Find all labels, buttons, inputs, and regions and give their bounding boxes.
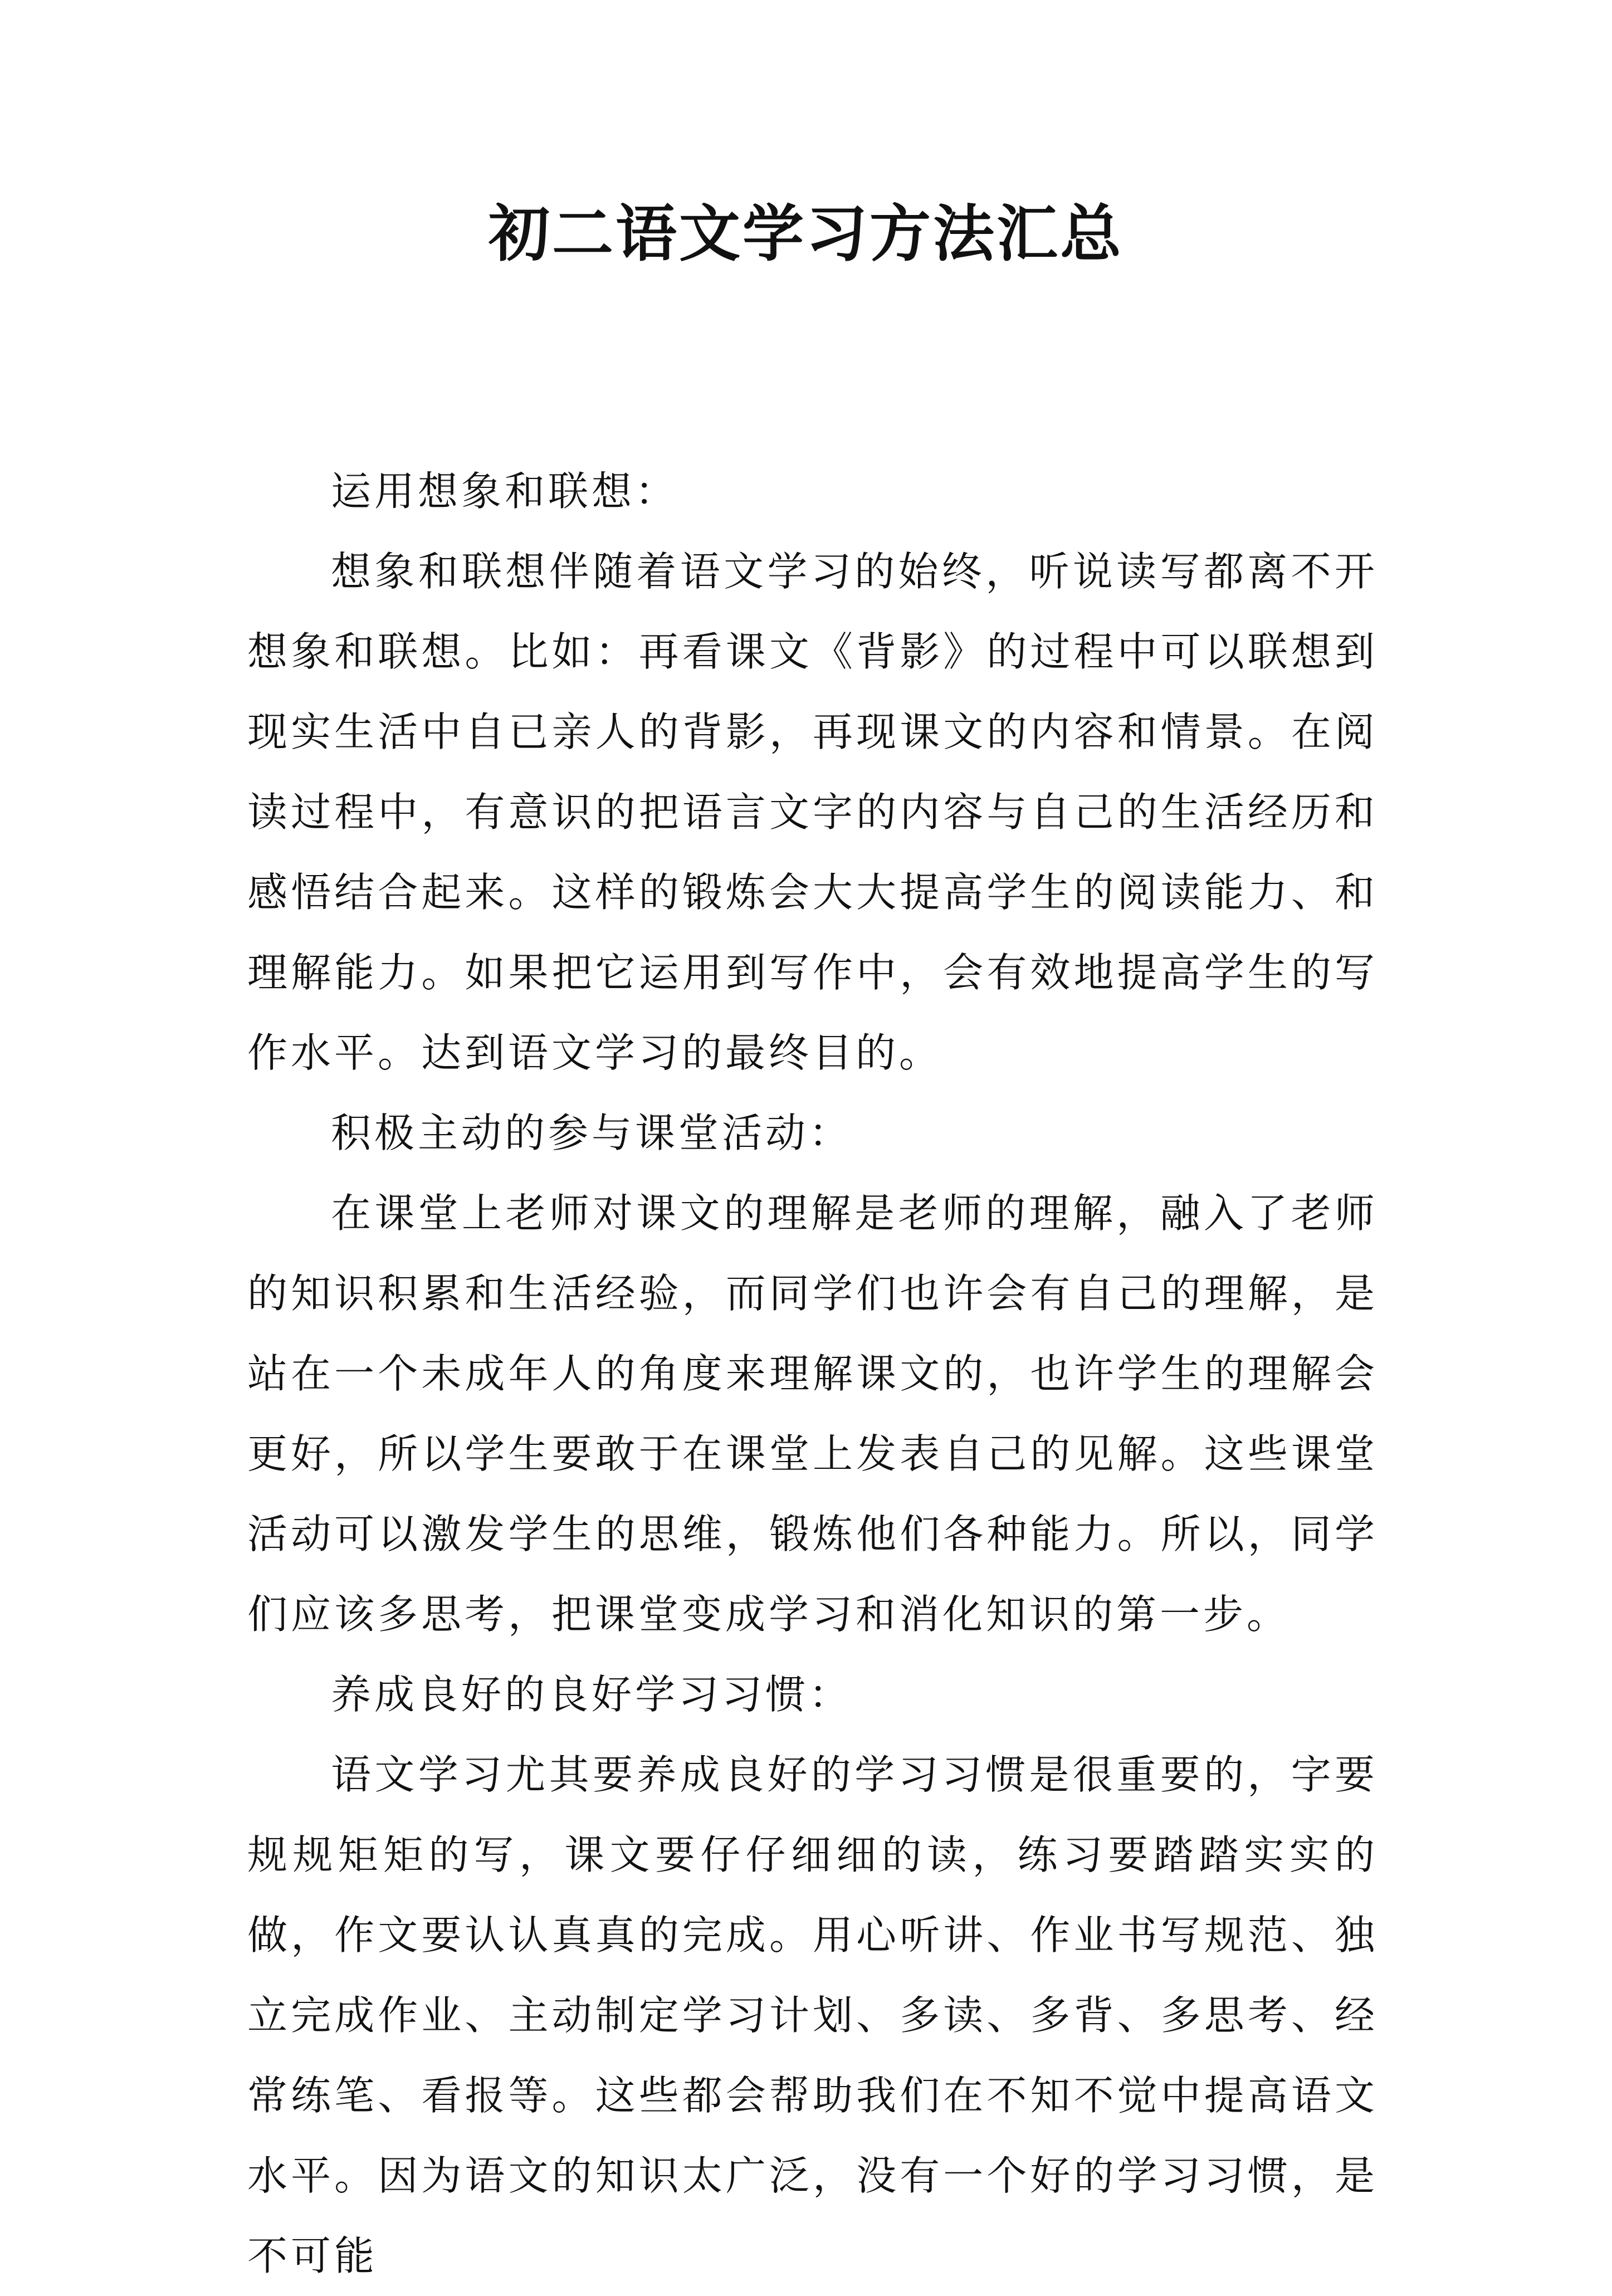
paragraph-study-habits: 语文学习尤其要养成良好的学习习惯是很重要的，字要规规矩矩的写，课文要仔仔细细的读，练习要踏踏实实的做，作文要认认真真的完成。用心听讲、作业书写规范、独立完成作业、主动制定学习计划、多读、多背、多思考、经常练笔、看报等。这些都会帮助我们在不知不觉中提高语文水平。因为语文的知识太广泛，没有一个好的学习习惯，是不可能 — [247, 1751, 1378, 2279]
section-heading-class-participation: 积极主动的参与课堂活动： — [331, 1110, 853, 1156]
paragraph-class-participation: 在课堂上老师对课文的理解是老师的理解，融入了老师的知识积累和生活经验，而同学们也许会有自己的理解，是站在一个未成年人的角度来理解课文的，也许学生的理解会更好，所以学生要敢于在课堂上发表自己的见解。这些课堂活动可以激发学生的思维，锻炼他们各种能力。所以，同学们应该多思考，把课堂变成学习和消化知识的第一步。 — [247, 1190, 1378, 1638]
document-title: 初二语文学习方法汇总 — [489, 198, 1123, 270]
section-heading-imagination: 运用想象和联想： — [331, 468, 679, 515]
paragraph-imagination: 想象和联想伴随着语文学习的始终，听说读写都离不开想象和联想。比如：再看课文《背影》的过程中可以联想到现实生活中自已亲人的背影，再现课文的内容和情景。在阅读过程中，有意识的把语言文字的内容与自己的生活经历和感悟结合起来。这样的锻炼会大大提高学生的阅读能力、和理解能力。如果把它运用到写作中，会有效地提高学生的写作水平。达到语文学习的最终目的。 — [247, 548, 1378, 1076]
document-body — [247, 451, 1378, 2296]
section-heading-study-habits: 养成良好的良好学习习惯： — [331, 1671, 853, 1718]
